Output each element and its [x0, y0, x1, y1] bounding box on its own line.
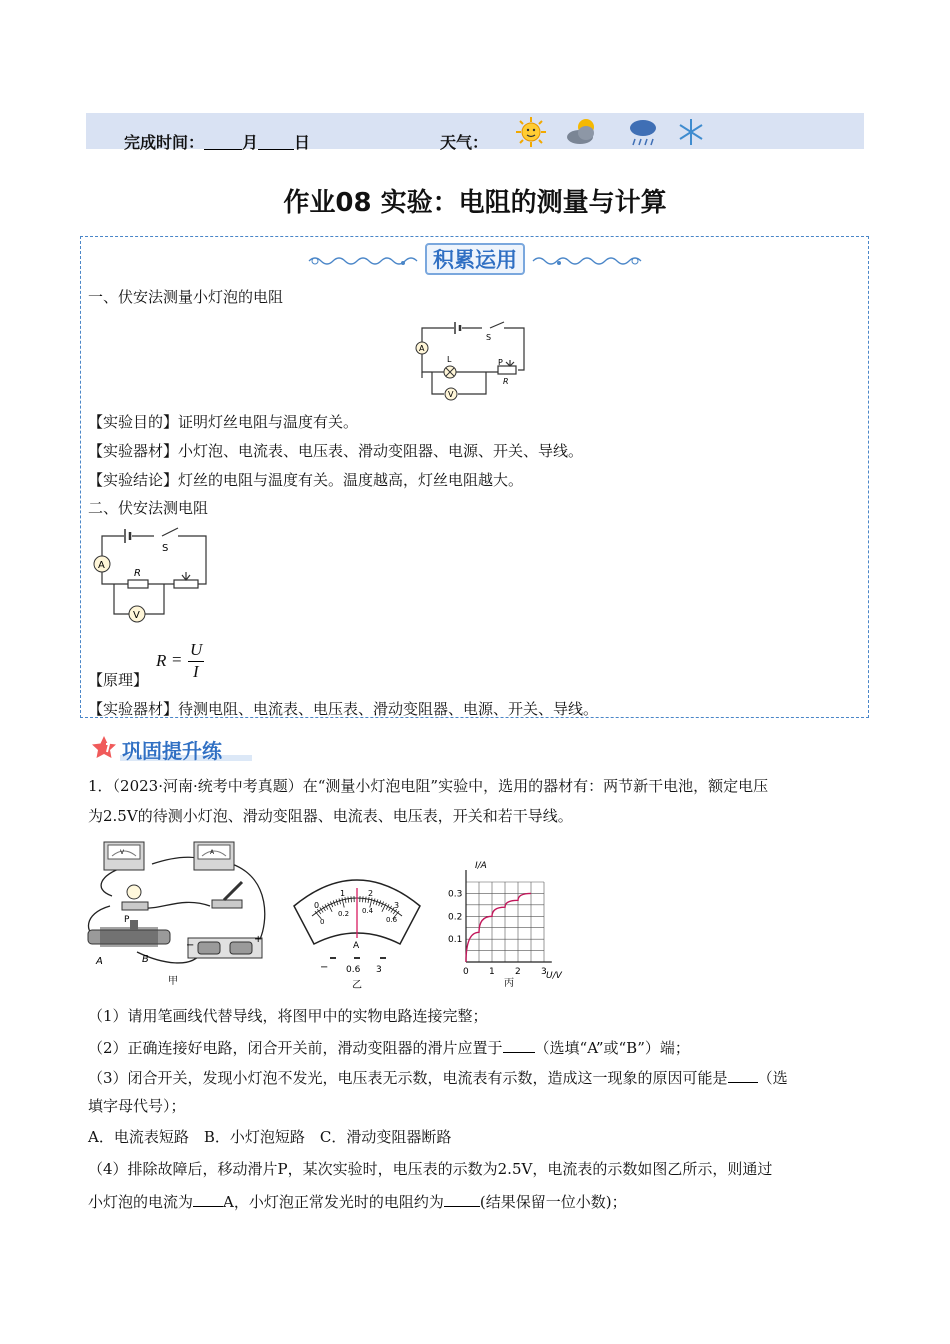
q1-sub2-text-b: （选填“A”或“B”）端；: [534, 1039, 690, 1057]
q1-sub4-text-b: 小灯泡的电流为: [88, 1193, 194, 1211]
day-label: 日: [294, 133, 311, 152]
cloudy-icon[interactable]: [564, 115, 604, 149]
q1-sub3-text-b: （选: [757, 1069, 788, 1087]
q1-sub4-cont: [88, 1190, 627, 1213]
q1-sub2-blank[interactable]: [503, 1036, 535, 1053]
switch2-label: S: [162, 543, 169, 554]
formula-lhs: R: [156, 651, 167, 670]
principle-label: 【原理】: [88, 671, 149, 689]
section2-equipment: 【实验器材】待测电阻、电流表、电压表、滑动变阻器、电源、开关、导线。: [88, 700, 599, 718]
q1-sub3-text-a: （3）闭合开关，发现小灯泡不发光，电压表无示数，电流表有示数，造成这一现象的原因可能是: [88, 1069, 728, 1087]
bing-ytick-label: 0.3: [448, 889, 463, 900]
practice-title-label: 巩固提升练: [122, 739, 222, 763]
jia-terminal-a: A: [96, 956, 103, 967]
formula-numerator: U: [190, 640, 203, 659]
q1-options: A．电流表短路 B．小灯泡短路 C．滑动变阻器断路: [88, 1128, 452, 1146]
jia-caption: 甲: [168, 976, 178, 987]
formula: [156, 640, 216, 684]
yi-top-tick-2: 2: [368, 889, 374, 898]
yi-bottom-tick-2: 0.4: [362, 907, 374, 915]
lamp-label: L: [447, 355, 452, 364]
ammeter-label: A: [419, 344, 425, 353]
yi-bottom-tick-1: 0.2: [338, 910, 350, 918]
bing-ylabel: I/A: [475, 861, 487, 871]
yi-terminal-minus: −: [320, 962, 329, 973]
q1-sub4-blank-resistance[interactable]: [444, 1190, 480, 1207]
bing-xtick-label: 0: [463, 967, 469, 977]
section-banner-label: 积累运用: [425, 243, 525, 275]
yi-top-tick-1: 1: [340, 889, 346, 898]
q1-sub3-blank[interactable]: [728, 1066, 758, 1083]
jia-slider-label: P: [124, 915, 130, 925]
formula-denominator: I: [193, 662, 199, 681]
q1-stem-line1: 1．（2023·河南·统考中考真题）在“测量小灯泡电阻”实验中，选用的器材有：两节新干电池，额定电压: [88, 777, 769, 795]
q1-sub2-text-a: （2）正确连接好电路，闭合开关前，滑动变阻器的滑片应置于: [88, 1039, 503, 1057]
lamp-circuit-diagram: [410, 318, 540, 404]
q1-sub3-cont: 填字母代号）；: [88, 1097, 186, 1115]
weather-label: 天气：: [440, 133, 489, 152]
bing-ytick-label: 0.2: [448, 912, 463, 923]
q1-sub4-text-d: (结果保留一位小数)；: [479, 1193, 627, 1211]
yi-scale-tick: [363, 896, 364, 902]
banner-wave-right-icon: [529, 251, 645, 271]
figure-jia-apparatus: [82, 834, 274, 990]
sunny-icon[interactable]: [514, 115, 548, 149]
completion-label: 完成时间：: [124, 133, 205, 152]
q1-sub4-text-c: A，小灯泡正常发光时的电阻约为: [223, 1193, 444, 1211]
voltmeter2-label: V: [133, 610, 140, 621]
banner-wave-left-icon: [305, 251, 423, 271]
month-label: 月: [242, 133, 259, 152]
bing-ytick-label: 0.1: [448, 935, 463, 946]
bing-xtick-label: 1: [489, 967, 495, 977]
jia-terminal-b: B: [142, 954, 149, 965]
slider-label: P: [498, 358, 503, 367]
section1-heading: 一、伏安法测量小灯泡的电阻: [88, 288, 284, 306]
switch-label: S: [486, 333, 492, 342]
yi-unit: A: [353, 941, 360, 951]
page-title: 作业08 实验：电阻的测量与计算: [283, 188, 667, 218]
jia-voltmeter-label: V: [120, 849, 125, 856]
rain-icon[interactable]: [626, 115, 660, 149]
jia-plus: +: [254, 934, 263, 945]
yi-caption: 乙: [352, 980, 362, 990]
q1-sub1: （1）请用笔画线代替导线，将图甲中的实物电路连接完整；: [88, 1007, 488, 1025]
yi-bottom-tick-0: 0: [320, 918, 325, 926]
jia-ammeter-label: A: [210, 849, 215, 856]
completion-time: [124, 130, 310, 153]
section-banner: [305, 243, 645, 277]
yi-scale-tick: [351, 896, 352, 902]
rheostat-label: R: [503, 377, 509, 386]
yi-terminal-06: 0.6: [346, 965, 361, 975]
formula-eq: =: [172, 650, 182, 669]
day-blank[interactable]: [258, 135, 294, 150]
bing-xtick-label: 3: [541, 967, 547, 977]
header-bar: [86, 113, 864, 152]
figure-bing-iu-graph: [440, 856, 570, 990]
section1-equipment: 【实验器材】小灯泡、电流表、电压表、滑动变阻器、电源、开关、导线。: [88, 442, 584, 460]
section1-purpose: 【实验目的】证明灯丝电阻与温度有关。: [88, 413, 359, 431]
bing-caption: 丙: [504, 978, 514, 989]
yi-top-tick-0: 0: [314, 901, 320, 910]
ammeter2-label: A: [98, 560, 105, 571]
yi-bottom-tick-3: 0.6: [386, 916, 398, 924]
section2-heading: 二、伏安法测电阻: [88, 499, 209, 517]
resistor2-label: R: [134, 568, 141, 579]
voltmeter-label: V: [448, 390, 454, 399]
month-blank[interactable]: [204, 135, 242, 150]
bing-xlabel: U/V: [546, 971, 562, 981]
bing-xtick-label: 2: [515, 967, 521, 977]
snow-icon[interactable]: [676, 115, 706, 149]
q1-sub3: [88, 1066, 788, 1089]
section1-conclusion: 【实验结论】灯丝的电阻与温度有关。温度越高，灯丝电阻越大。: [88, 471, 524, 489]
q1-sub4-blank-current[interactable]: [193, 1190, 223, 1207]
practice-title: [90, 733, 270, 761]
yi-top-tick-3: 3: [394, 901, 400, 910]
figure-yi-ammeter-dial: [290, 866, 424, 990]
resistor-circuit-diagram: [92, 526, 214, 626]
star-icon: [90, 735, 118, 759]
q1-sub2: [88, 1036, 690, 1059]
jia-minus: −: [186, 940, 195, 951]
q1-sub4: （4）排除故障后，移动滑片P，某次实验时，电压表的示数为2.5V，电流表的示数如图乙所示，则通过: [88, 1160, 773, 1178]
q1-stem-line2: 为2.5V的待测小灯泡、滑动变阻器、电流表、电压表，开关和若干导线。: [88, 807, 573, 825]
yi-terminal-3: 3: [376, 965, 382, 975]
